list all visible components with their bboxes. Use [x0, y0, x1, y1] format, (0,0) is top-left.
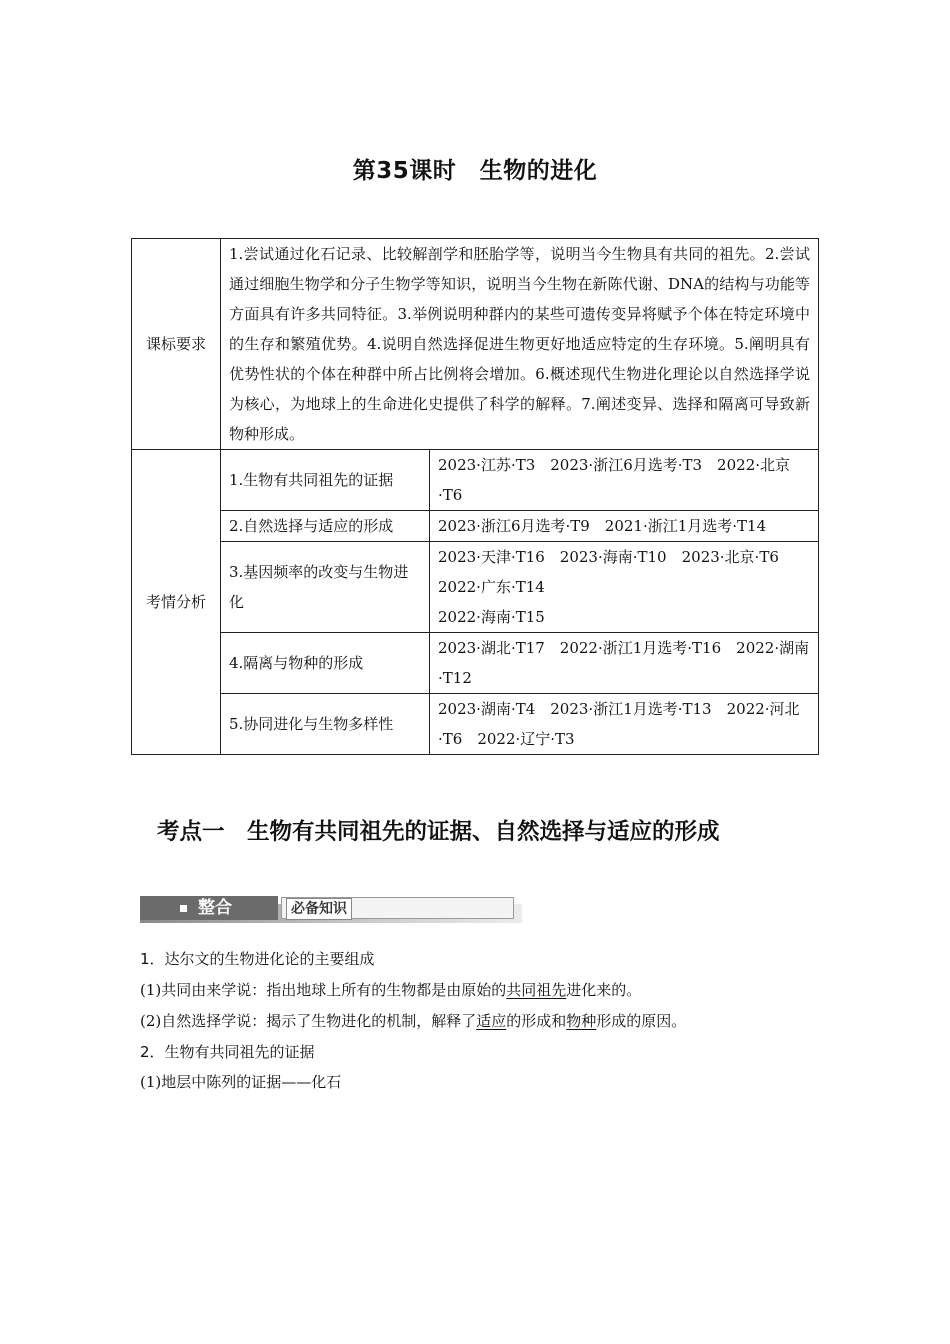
topic-cell: 5.协同进化与生物多样性	[221, 694, 430, 755]
curriculum-table	[131, 238, 819, 755]
paragraph-3: (1)地层中陈列的证据——化石	[140, 1073, 342, 1091]
analysis-row	[132, 633, 819, 694]
text: 的形成和	[506, 1012, 567, 1030]
banner-main	[140, 896, 278, 920]
requirement-text: 1.尝试通过化石记录、比较解剖学和胚胎学等，说明当今生物具有共同的祖先。2.尝试通过细胞生物学和分子生物学等知识，说明当今生物在新陈代谢、DNA的结构与功能等方面具有许多共同特征。3.举例说明种群内的某些可遗传变异将赋予个体在特定环境中的生存和繁殖优势。4.说明自然选择促进生物更好地适应特定的生存环境。5.阐明具有优势性状的个体在种群中所占比例将会增加。6.概述现代生物进化理论以自然选择学说为核心，为地球上的生命进化史提供了科学的解释。7.阐述变异、选择和隔离可导致新物种形成。	[221, 239, 819, 450]
topic-cell: 2.自然选择与适应的形成	[221, 511, 430, 542]
banner-sub-label: 必备知识	[286, 898, 352, 920]
requirement-row	[132, 239, 819, 450]
underlined-answer: 物种	[566, 1012, 597, 1030]
analysis-row	[132, 511, 819, 542]
exam-cell	[430, 694, 819, 755]
text: 进化来的。	[566, 981, 642, 999]
page-title: 第35课时 生物的进化	[352, 158, 598, 184]
text: (1)共同由来学说：指出地球上所有的生物都是由原始的	[140, 981, 507, 999]
exam-line: 2023·湖北·T17 2022·浙江1月选考·T16 2022·湖南·T12	[438, 639, 810, 687]
analysis-row	[132, 450, 819, 511]
banner-main-label: 整合	[198, 898, 232, 918]
exam-line: 2023·天津·T16 2023·海南·T10 2023·北京·T6	[438, 548, 779, 566]
text: 形成的原因。	[596, 1012, 687, 1030]
analysis-row	[132, 542, 819, 633]
heading-1: 1．达尔文的生物进化论的主要组成	[140, 950, 375, 968]
analysis-row	[132, 694, 819, 755]
underlined-answer: 共同祖先	[506, 981, 567, 999]
square-bullet-icon	[180, 905, 187, 912]
paragraph-2	[140, 1010, 686, 1031]
exam-line: 2023·江苏·T3 2023·浙江6月选考·T3 2022·北京·T6	[438, 456, 791, 504]
exam-line: 2023·湖南·T4 2023·浙江1月选考·T13 2022·河北·T6 2022·辽宁·T3	[438, 700, 800, 748]
topic-cell: 4.隔离与物种的形成	[221, 633, 430, 694]
analysis-label: 考情分析	[132, 450, 221, 755]
topic-cell: 3.基因频率的改变与生物进化	[221, 542, 430, 633]
exam-cell	[430, 450, 819, 511]
section-title: 考点一 生物有共同祖先的证据、自然选择与适应的形成	[157, 819, 720, 845]
exam-cell	[430, 542, 819, 633]
exam-line: 2022·海南·T15	[438, 608, 545, 626]
exam-cell	[430, 633, 819, 694]
heading-2: 2．生物有共同祖先的证据	[140, 1043, 315, 1061]
requirement-label: 课标要求	[132, 239, 221, 450]
banner-sub	[281, 897, 514, 919]
section-banner	[140, 896, 522, 928]
paragraph-1	[140, 979, 641, 1000]
underlined-answer: 适应	[476, 1012, 507, 1030]
exam-line: 2023·浙江6月选考·T9 2021·浙江1月选考·T14	[438, 517, 767, 535]
text: (2)自然选择学说：揭示了生物进化的机制，解释了	[140, 1012, 477, 1030]
exam-cell	[430, 511, 819, 542]
topic-cell: 1.生物有共同祖先的证据	[221, 450, 430, 511]
exam-line: 2022·广东·T14	[438, 578, 545, 596]
